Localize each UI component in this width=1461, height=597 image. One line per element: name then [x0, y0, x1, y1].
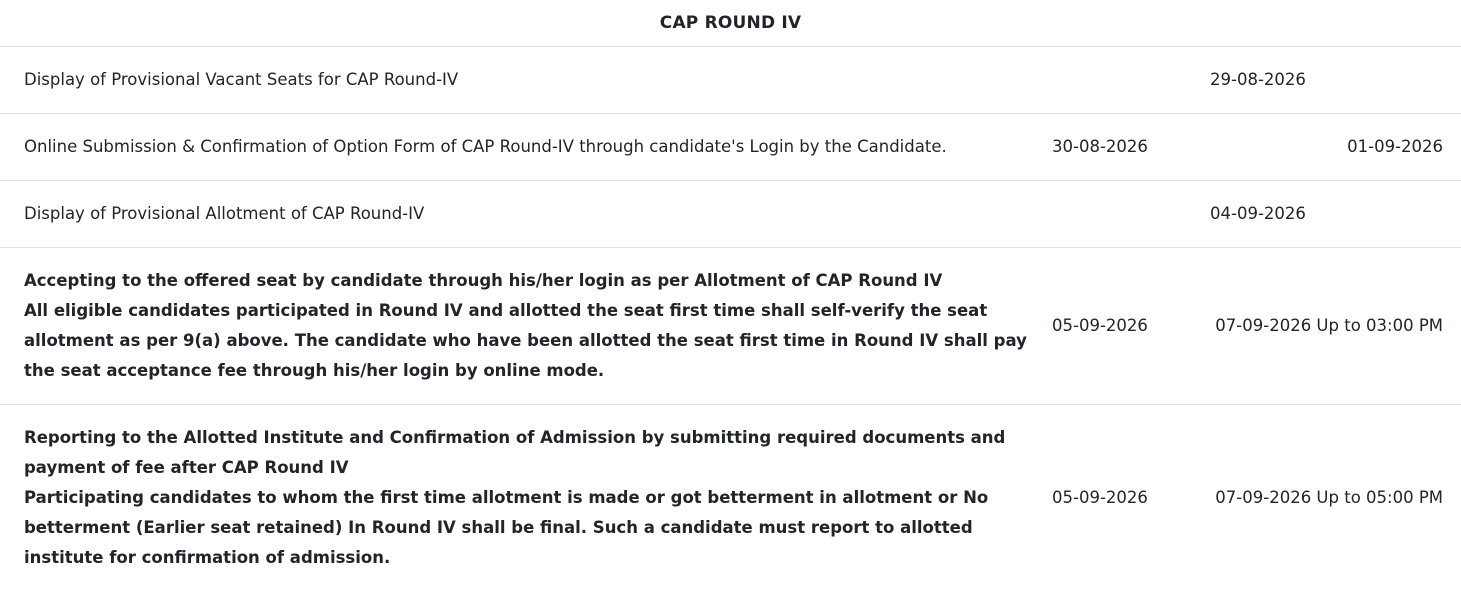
end-date-cell: 07-09-2026 Up to 05:00 PM [1215, 488, 1444, 507]
table-header-row [0, 0, 1461, 47]
start-date-cell [1052, 47, 1180, 114]
table-row [0, 181, 1461, 248]
activity-heading: Accepting to the offered seat by candidate through his/her login as per Allotment of CAP Round IV [24, 271, 943, 290]
activity-heading: Reporting to the Allotted Institute and Confirmation of Admission by submitting required documents and payment of fee after CAP Round IV [24, 428, 1006, 477]
end-date-cell: 07-09-2026 Up to 03:00 PM [1180, 248, 1461, 405]
table-title: CAP ROUND IV [0, 0, 1461, 47]
end-date-cell: 01-09-2026 [1180, 114, 1461, 181]
start-date-cell [1052, 181, 1180, 248]
activity-detail: Participating candidates to whom the first time allotment is made or got betterment in allotment or No betterment (Earlier seat retained) In Round IV shall be final. Such a candidate must report to allotted institute for confirmation of admission. [24, 488, 989, 567]
activity-cell: Display of Provisional Vacant Seats for CAP Round-IV [0, 47, 1052, 114]
start-date-cell: 30-08-2026 [1052, 114, 1180, 181]
activity-cell: Online Submission & Confirmation of Option Form of CAP Round-IV through candidate's Login by the Candidate. [0, 114, 1052, 181]
table-row [0, 114, 1461, 181]
start-date-cell: 05-09-2026 [1052, 248, 1180, 405]
activity-detail: All eligible candidates participated in Round IV and allotted the seat first time shall self-verify the seat allotment as per 9(a) above. The candidate who have been allotted the seat first time in Round IV shall pay the seat acceptance fee through his/her login by online mode. [24, 301, 1027, 380]
activity-cell [0, 248, 1052, 405]
table-row [0, 248, 1461, 405]
table-row [0, 47, 1461, 114]
end-date-cell: 04-09-2026 [1180, 181, 1461, 248]
activity-cell: Display of Provisional Allotment of CAP Round-IV [0, 181, 1052, 248]
table-row [0, 405, 1461, 592]
start-date-cell: 05-09-2026 [1052, 488, 1148, 507]
activity-cell [0, 405, 1052, 592]
end-date-cell: 29-08-2026 [1180, 47, 1461, 114]
